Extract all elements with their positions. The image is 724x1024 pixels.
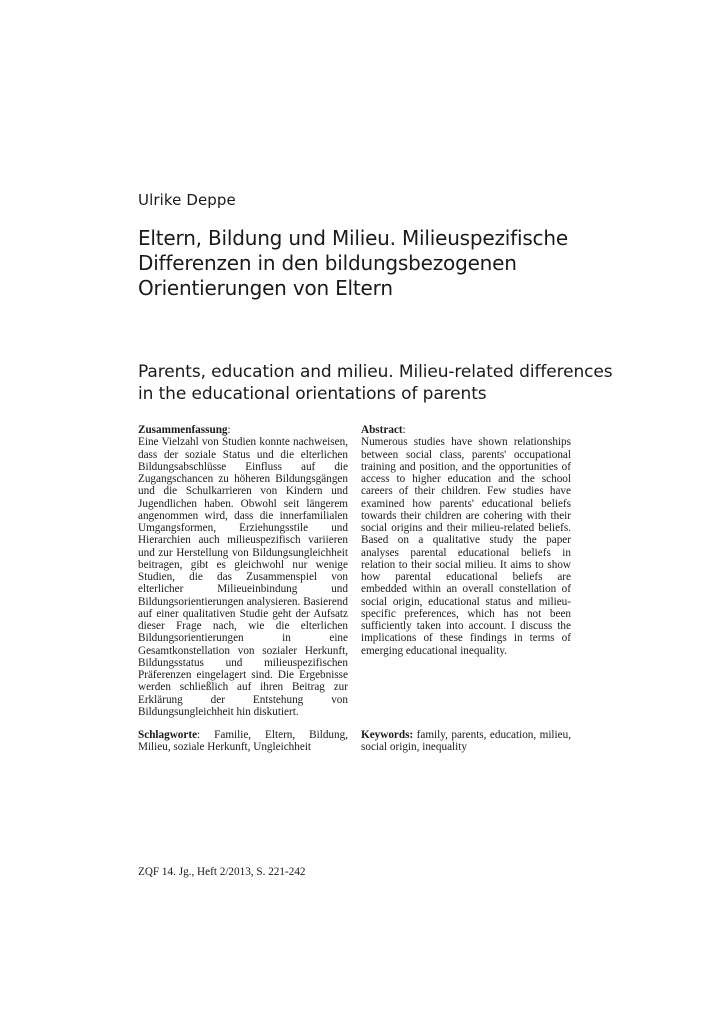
abstract-english-heading-colon: : — [402, 424, 406, 436]
keywords-english — [361, 729, 571, 754]
keywords-german — [138, 729, 348, 754]
keywords-english-text: family, parents, education, milieu, social origin, inequality — [361, 729, 571, 754]
keywords-german-text: Familie, Eltern, Bildung, Milieu, soziale Herkunft, Ungleichheit — [138, 729, 349, 754]
abstract-english-text: Numerous studies have shown relationships between social class, parents' occupational training and position, and the opportunities of access to higher education and the school careers of their children. Few studies have examined how parents' educational beliefs towards their children are cohering with their social origins and their milieu-related beliefs. Based on a qualitative study the paper analyses parental educational beliefs in relation to their social milieu. It aims to show how parental educational beliefs are embedded within an overall constellation of social origin, educational status and milieu-specific preferences, which has not been sufficiently taken into account. I discuss the implications of these findings in terms of emerging educational inequality. — [361, 436, 571, 657]
keywords-german-colon: : — [197, 729, 201, 741]
abstract-german — [138, 424, 348, 718]
title-english: Parents, education and milieu. Milieu-related differences in the educational orientations of parents — [138, 362, 613, 404]
abstract-german-text: Eine Vielzahl von Studien konnte nachweisen, dass der soziale Status und die elterlichen Bildungsabschlüsse Einfluss auf die Zugangschancen zu höheren Bildungsgängen und die Schulkarrieren von Kindern und Jugendlichen haben. Obwohl seit längerem angenommen wird, dass die innerfamilialen Umgangsformen, Erziehungsstile und Hierarchien auch milieuspezifisch variieren und zur Herstellung von Bildungsungleichheit beitragen, gibt es gleichwohl nur wenige Studien, die das Zusammenspiel von elterlicher Milieueinbindung und Bildungsorientierungen analysieren. Basierend auf einer qualitativen Studie geht der Aufsatz dieser Frage nach, wie die elterlichen Bildungsorientierungen in eine Gesamtkonstellation von sozialer Herkunft, Bildungsstatus und milieuspezifischen Präferenzen eingelagert sind. Die Ergebnisse werden schließlich auf ihren Beitrag zur Erklärung der Entstehung von Bildungsungleichheit hin diskutiert. — [138, 436, 348, 718]
abstract-german-heading — [138, 424, 348, 436]
title-german: Eltern, Bildung und Milieu. Milieuspezifische Differenzen in den bildungsbezogenen Orientierungen von Eltern — [138, 226, 568, 300]
abstract-english-heading — [361, 424, 571, 436]
keywords-german-label: Schlagworte — [138, 729, 198, 741]
abstract-english — [361, 424, 571, 657]
keywords-english-label: Keywords: — [361, 729, 414, 741]
abstract-english-heading-label: Abstract — [361, 424, 403, 436]
author-name: Ulrike Deppe — [138, 191, 236, 209]
abstract-german-heading-colon: : — [227, 424, 231, 436]
abstract-german-heading-label: Zusammenfassung — [138, 424, 228, 436]
journal-citation: ZQF 14. Jg., Heft 2/2013, S. 221-242 — [138, 866, 306, 878]
